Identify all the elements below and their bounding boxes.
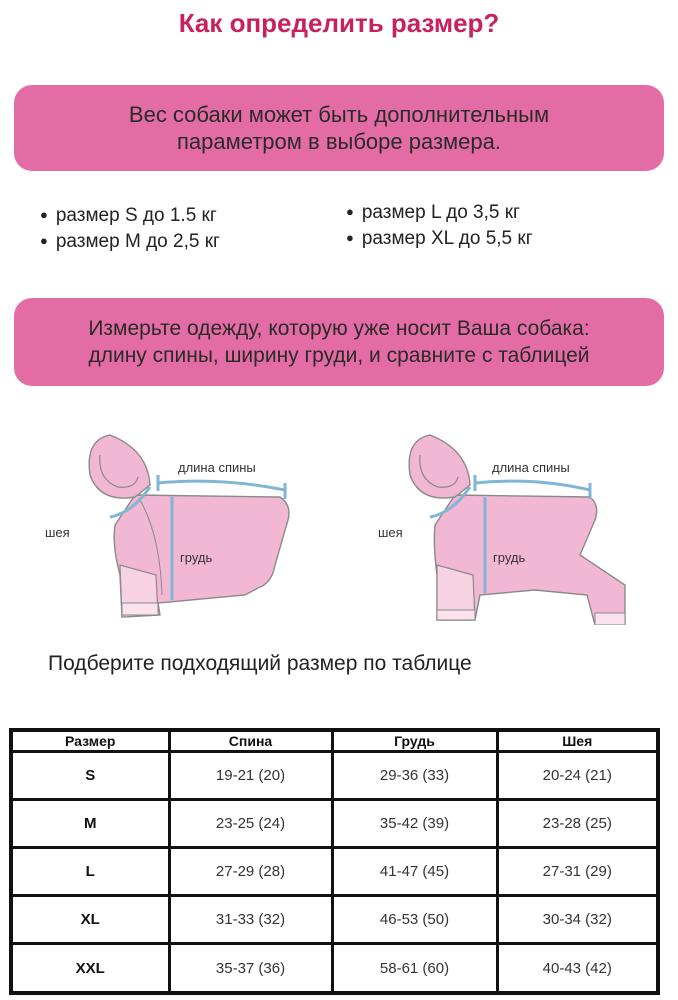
weight-list-left bbox=[40, 203, 220, 255]
chest-label: грудь bbox=[180, 550, 213, 565]
back-label: длина спины bbox=[492, 460, 570, 475]
hoodie-illustration bbox=[40, 425, 310, 625]
weight-item-xl: ● размер XL до 5,5 кг bbox=[346, 226, 533, 252]
table-row bbox=[11, 944, 658, 993]
neck-cell: 40-43 (42) bbox=[497, 944, 658, 993]
chest-cell: 29-36 (33) bbox=[332, 752, 497, 800]
back-cell: 23-25 (24) bbox=[169, 800, 332, 848]
table-row bbox=[11, 896, 658, 944]
weight-item-s: ● размер S до 1.5 кг bbox=[40, 203, 220, 229]
hoodie-diagram bbox=[40, 425, 310, 625]
neck-label: шея bbox=[45, 525, 70, 540]
size-cell: S bbox=[11, 752, 169, 800]
column-header: Размер bbox=[11, 730, 169, 752]
chest-cell: 46-53 (50) bbox=[332, 896, 497, 944]
chest-cell: 41-47 (45) bbox=[332, 848, 497, 896]
table-row bbox=[11, 848, 658, 896]
column-header: Спина bbox=[169, 730, 332, 752]
banner-line: Вес собаки может быть дополнительным bbox=[128, 102, 550, 127]
neck-cell: 30-34 (32) bbox=[497, 896, 658, 944]
back-cell: 31-33 (32) bbox=[169, 896, 332, 944]
neck-cell: 23-28 (25) bbox=[497, 800, 658, 848]
column-header: Грудь bbox=[332, 730, 497, 752]
weight-info-banner bbox=[14, 85, 664, 171]
neck-cell: 20-24 (21) bbox=[497, 752, 658, 800]
page-title: Как определить размер? bbox=[178, 8, 500, 38]
table-header-row bbox=[11, 730, 658, 752]
back-cell: 27-29 (28) bbox=[169, 848, 332, 896]
neck-label: шея bbox=[378, 525, 403, 540]
chest-cell: 58-61 (60) bbox=[332, 944, 497, 993]
size-cell: L bbox=[11, 848, 169, 896]
chest-cell: 35-42 (39) bbox=[332, 800, 497, 848]
weight-list-right bbox=[346, 200, 533, 252]
back-label: длина спины bbox=[178, 460, 256, 475]
back-cell: 35-37 (36) bbox=[169, 944, 332, 993]
measure-info-banner bbox=[14, 298, 664, 386]
jumpsuit-illustration bbox=[375, 425, 645, 625]
table-row bbox=[11, 800, 658, 848]
jumpsuit-diagram bbox=[375, 425, 645, 625]
banner-line: параметром в выборе размера. bbox=[176, 129, 501, 154]
weight-item-m: ● размер M до 2,5 кг bbox=[40, 229, 220, 255]
size-table bbox=[9, 728, 660, 995]
column-header: Шея bbox=[497, 730, 658, 752]
back-cell: 19-21 (20) bbox=[169, 752, 332, 800]
banner-line: длину спины, ширину груди, и сравните с таблицей bbox=[88, 344, 590, 367]
chest-label: грудь bbox=[493, 550, 526, 565]
size-cell: XL bbox=[11, 896, 169, 944]
banner-line: Измерьте одежду, которую уже носит Ваша собака: bbox=[88, 317, 590, 340]
size-cell: M bbox=[11, 800, 169, 848]
table-subtitle: Подберите подходящий размер по таблице bbox=[48, 652, 472, 675]
neck-cell: 27-31 (29) bbox=[497, 848, 658, 896]
table-row bbox=[11, 752, 658, 800]
weight-item-l: ● размер L до 3,5 кг bbox=[346, 200, 533, 226]
size-cell: XXL bbox=[11, 944, 169, 993]
